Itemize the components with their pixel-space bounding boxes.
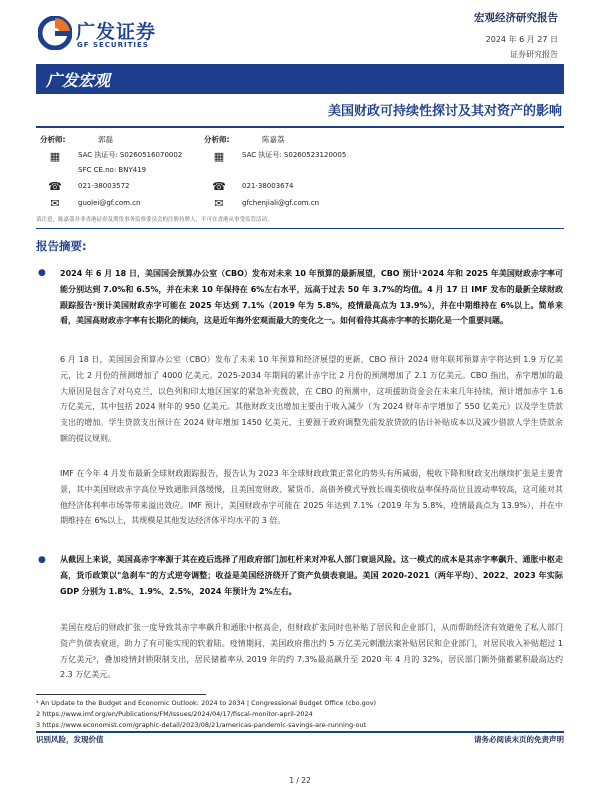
analyst-sfc: SFC CE.no: BNY419 [78, 166, 147, 174]
analyst-sac: SAC 执证号: S0260523120005 [242, 151, 347, 159]
footnotes [36, 698, 564, 731]
analyst-name: 陈嘉荔 [262, 135, 285, 144]
report-date: 2024 年 6 月 27 日 [485, 35, 558, 44]
header-meta [474, 10, 558, 60]
analyst-card-2 [200, 132, 460, 218]
title-divider [36, 126, 564, 128]
phone-icon: ☎ [212, 180, 226, 193]
bullet-icon: ● [38, 555, 46, 565]
logo-en-text: GF SECURITIES [77, 41, 149, 49]
bullet-icon: ● [38, 268, 46, 278]
analyst-phone: 021-38003572 [78, 182, 130, 190]
id-card-icon: ▦ [49, 150, 61, 163]
footer-divider [36, 731, 564, 733]
body-paragraph-2: IMF 在今年 4 月发布最新全球财政跟踪报告，报告认为 2023 年全球财政政策正常化的势头有所减弱，税收下降和财政支出继续扩张是主要背景，其中美国财政赤字高位导致通胀回落缓慢，且美国宽财政、紧货币、高债务模式导致长端美债收益率保持高位且波动率较高，这可能对其他经济体利率市场等带来溢出效应。IMF 预计，美国财政赤字可能在 2025 年达到 7.1%（2019 年为 5.8%，疫情最高点为 13.9%），并在中期维持在 6%以上，其规模是其他发达经济体平均水平的 3 倍。 [60, 469, 563, 526]
analyst-disclaimer: 请注意，陈嘉荔并非香港证券及期货事务监察委员会的注册持牌人，不可在香港从事受监管活动。 [36, 217, 273, 223]
report-type: 证券研究报告 [510, 50, 558, 59]
footer-disclaimer-note: 请务必阅读末页的免责声明 [474, 735, 564, 744]
body-paragraph-1: 6 月 18 日，美国国会预算办公室（CBO）发布了未来 10 年预算和经济展望的更新，CBO 预计 2024 财年联邦预算赤字将达到 1.9 万亿美元，比 2 月份的预测增加了 4000 亿美元。2025-2034 年期间的累计赤字比 2 月份的预测增加了 2.1 万亿美元。CBO 指出，赤字增加的最大原因是包含了对乌克兰、以色列和印太地区国家的紧急补充拨款，在 CBO 的预测中，这项援助资金会在未来几年持续，预计增加赤字 1.6 万亿美元，其中包括 2024 财年的 950 亿美元。其他财政支出增加主要由于收入减少（为 2024 财年赤字增加了 550 亿美元）以及学生贷款支出的增加。学生贷款支出预计在 2024 财年增加 1450 亿美元，主要源于政府调整先前发放贷款的估计补贴成本以及减少借款人学生贷款余额的提议规则。 [60, 355, 563, 443]
analyst-email[interactable]: guolei@gf.com.cn [78, 199, 141, 207]
analyst-name: 郭磊 [98, 135, 113, 144]
page-header [0, 0, 600, 62]
report-kind: 宏观经济研究报告 [474, 12, 558, 24]
body-paragraph-3: 美国在疫后的财政扩张一度导致其赤字率飙升和通胀中枢高企，但财政扩张同时也补贴了居民和企业部门，从而帮助经济有效避免了私人部门资产负债表衰退，助力了有可能实现的软着陆。疫情期间，美国政府推出约 5 万亿美元刺激法案补贴居民和企业部门，对居民收入补贴超过 1 万亿美元³，叠加疫情封锁限制支出，居民储蓄率从 2019 年的约 7.3%最高飙升至 2020 年 4 月的 32%，居民部门额外储蓄累积最高达约 2.3 万亿美元。 [60, 623, 563, 680]
id-card-icon: ▦ [213, 150, 225, 163]
analyst-email[interactable]: gfchenjiali@gf.com.cn [242, 199, 320, 207]
report-title: 美国财政可持续性探讨及其对资产的影响 [327, 104, 562, 119]
analyst-label: 分析师: [204, 135, 230, 144]
gf-logo [38, 16, 168, 56]
footer-slogan: 识别风险，发现价值 [36, 735, 104, 744]
analyst-sac: SAC 执证号: S0260516070002 [78, 151, 183, 159]
mail-icon: ✉ [214, 197, 224, 210]
footnote-3[interactable]: 3 https://www.economist.com/graphic-detail/2023/08/21/americas-pandemic-savings-are-running-out [36, 721, 367, 729]
footnote-divider [36, 694, 206, 695]
logo-cn-text: 广发证券 [76, 21, 157, 43]
page-number: 1 / 22 [289, 776, 311, 785]
brand-title: 广发宏观 [46, 71, 111, 90]
analyst-label: 分析师: [40, 135, 66, 144]
summary-bullet-2: 从截因上来说，美国高赤字率源于其在疫后选择了用政府部门加杠杆来对冲私人部门衰退风险。这一模式的成本是其赤字率飙升、通胀中枢走高，货币政策以"急刹车"的方式逆夸调整；收益是美国经济绕开了资产负债表衰退。美国 2020-2021（两年平均）、2022、2023 年实际 GDP 分别为 1.8%、1.9%、2.5%，2024 年预计为 2%左右。 [60, 555, 563, 596]
footnote-2[interactable]: 2 https://www.imf.org/en/Publications/FM/Issues/2024/04/17/fiscal-monitor-april-2024 [36, 710, 313, 718]
summary-bullet-1: 2024 年 6 月 18 日，美国国会预算办公室（CBO）发布对未来 10 年预算的最新展望，CBO 预计¹2024 年和 2025 年美国财政赤字率可能分别达到 7.0%和 6.5%，并在未来 10 年保持在 6%左右水平，远高于过去 50 年 3.7%的均值。4 月 17 日 IMF 发布的最新全球财政跟踪报告²预计美国财政赤字可能在 2025 年达到 7.1%（2019 年为 5.8%，疫情最高点为 13.9%），并在中期维持在 6%以上。简单来看，美国高财政赤字率有长期化的倾向，这是近年海外宏观面最大的变化之一。如何看待其高赤字率的长期化是一个重要问题。 [60, 269, 563, 326]
mail-icon: ✉ [50, 197, 60, 210]
phone-icon: ☎ [48, 180, 62, 193]
footnote-1: ¹ An Update to the Budget and Economic Outlook: 2024 to 2034 | Congressional Budget Office (cbo.gov) [36, 699, 377, 707]
section-divider [36, 228, 564, 229]
analyst-block [36, 132, 564, 218]
gf-logo-icon [38, 16, 72, 50]
summary-heading: 报告摘要: [36, 239, 87, 253]
brand-bar [36, 64, 564, 94]
analyst-phone: 021-38003674 [242, 182, 294, 190]
